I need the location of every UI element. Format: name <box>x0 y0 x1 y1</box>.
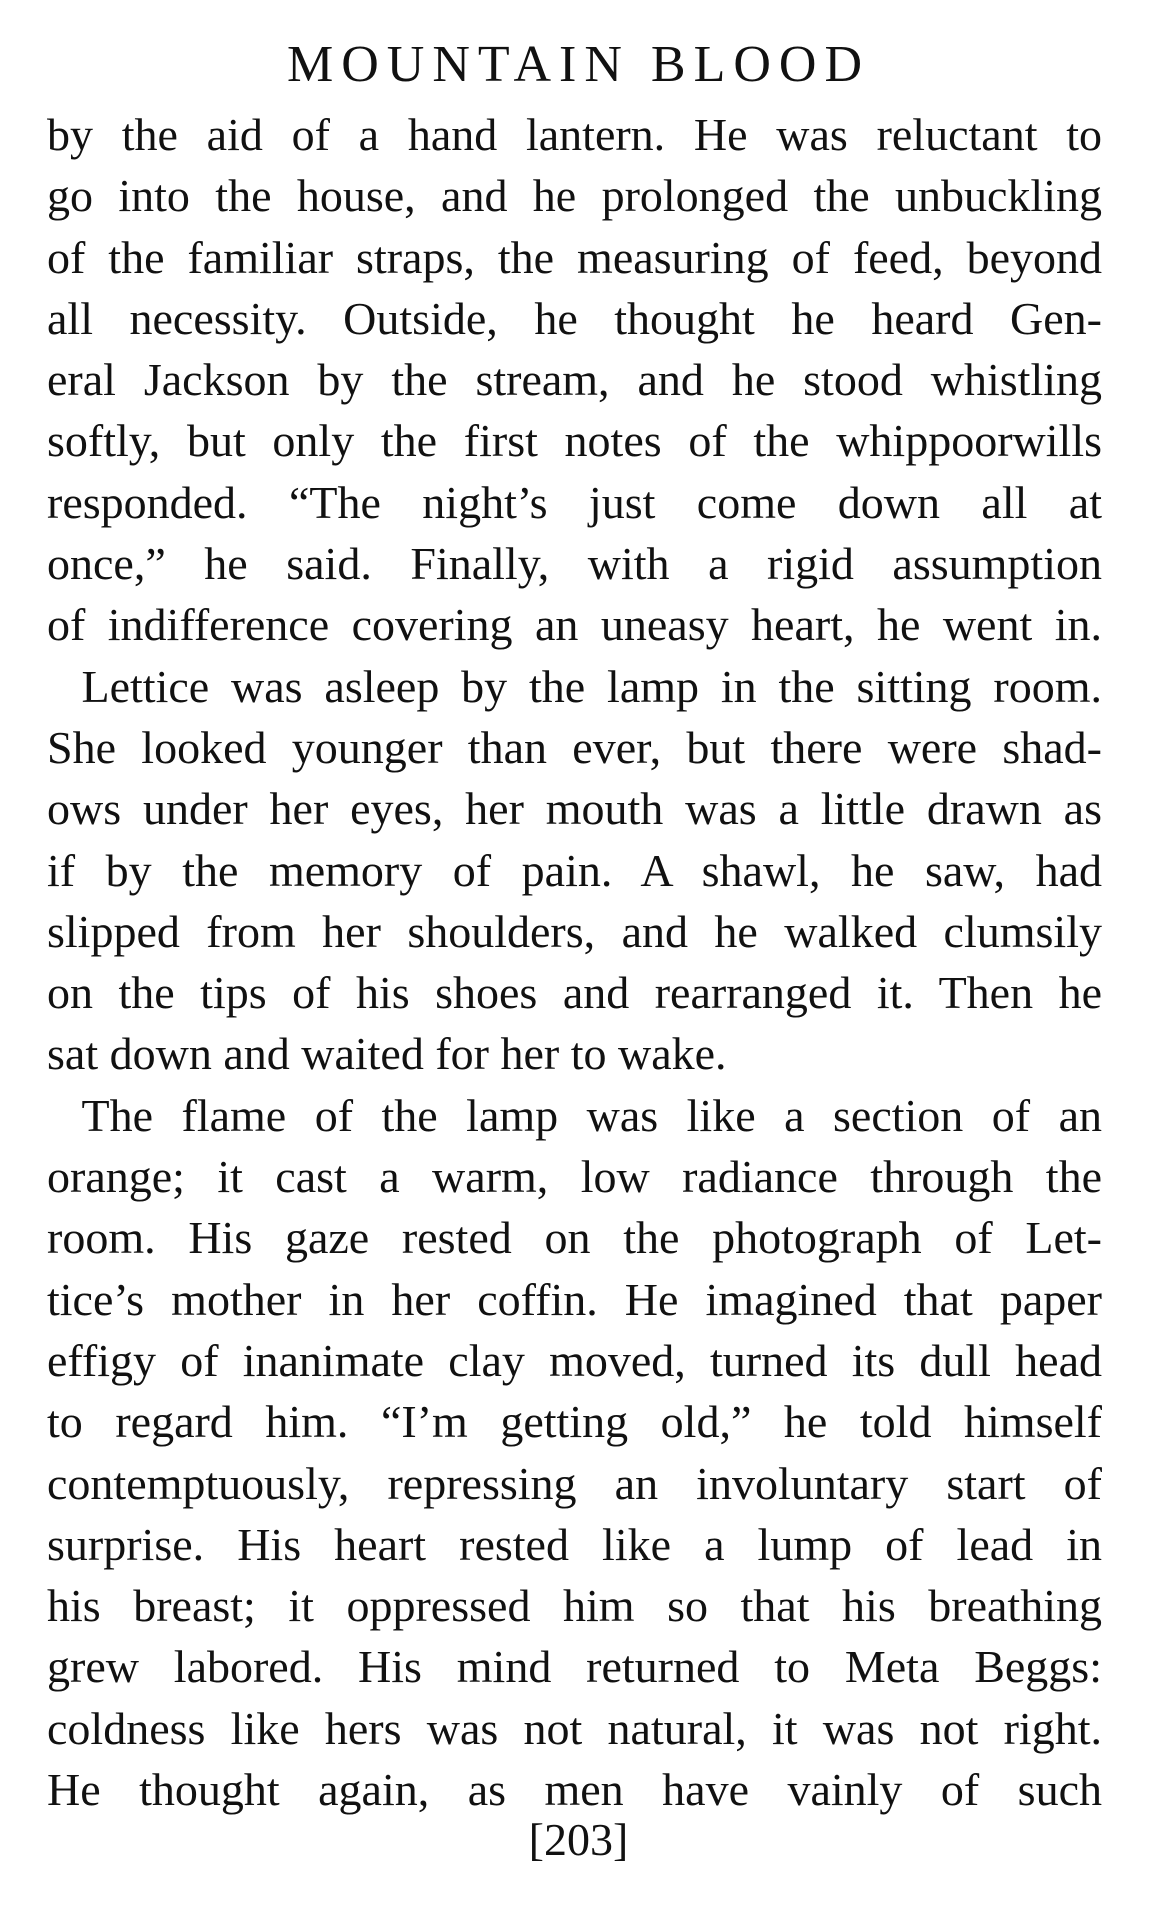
text-line: She looked younger than ever, but there were shad- <box>47 721 1102 773</box>
text-line: room. His gaze rested on the photograph of Let- <box>47 1212 1102 1264</box>
text-line: by the aid of a hand lantern. He was reluctant to <box>47 109 1102 160</box>
text-line: He thought again, as men have vainly of such <box>47 1764 1102 1816</box>
text-line: his breast; it oppressed him so that his breathing <box>47 1580 1102 1632</box>
text-line: on the tips of his shoes and rearranged it. Then he <box>47 967 1102 1019</box>
text-line: contemptuously, repressing an involuntary start of <box>47 1457 1102 1509</box>
text-line: slipped from her shoulders, and he walked clumsily <box>47 905 1102 957</box>
text-line: if by the memory of pain. A shawl, he saw, had <box>47 844 1102 896</box>
text-line: go into the house, and he prolonged the unbuckling <box>47 170 1102 222</box>
text-line: surprise. His heart rested like a lump of lead in <box>47 1518 1102 1570</box>
text-line: The flame of the lamp was like a section of an <box>81 1089 1102 1141</box>
text-line: of the familiar straps, the measuring of feed, beyond <box>47 231 1102 283</box>
text-line: sat down and waited for her to wake. <box>47 1028 727 1080</box>
page-number: [203] <box>528 1814 629 1865</box>
text-line: grew labored. His mind returned to Meta Beggs: <box>47 1641 1102 1693</box>
text-line: Lettice was asleep by the lamp in the sitting room. <box>81 660 1102 712</box>
text-line: once,” he said. Finally, with a rigid assumption <box>47 538 1102 590</box>
text-line: of indifference covering an uneasy heart, he went in. <box>47 599 1102 651</box>
text-line: ows under her eyes, her mouth was a little drawn as <box>47 783 1102 835</box>
text-line: coldness like hers was not natural, it was not right. <box>47 1702 1102 1754</box>
text-line: tice’s mother in her coffin. He imagined that paper <box>47 1273 1102 1325</box>
body-text <box>47 104 1102 1820</box>
text-line: all necessity. Outside, he thought he heard Gen- <box>47 292 1102 344</box>
running-head: MOUNTAIN BLOOD <box>286 36 871 93</box>
text-line: eral Jackson by the stream, and he stood whistling <box>47 354 1102 406</box>
text-line: to regard him. “I’m getting old,” he told himself <box>47 1396 1102 1448</box>
text-line: orange; it cast a warm, low radiance through the <box>47 1151 1102 1203</box>
text-line: responded. “The night’s just come down all at <box>47 476 1102 528</box>
text-line: effigy of inanimate clay moved, turned its dull head <box>47 1334 1102 1386</box>
text-line: softly, but only the first notes of the whippoorwills <box>47 415 1102 467</box>
